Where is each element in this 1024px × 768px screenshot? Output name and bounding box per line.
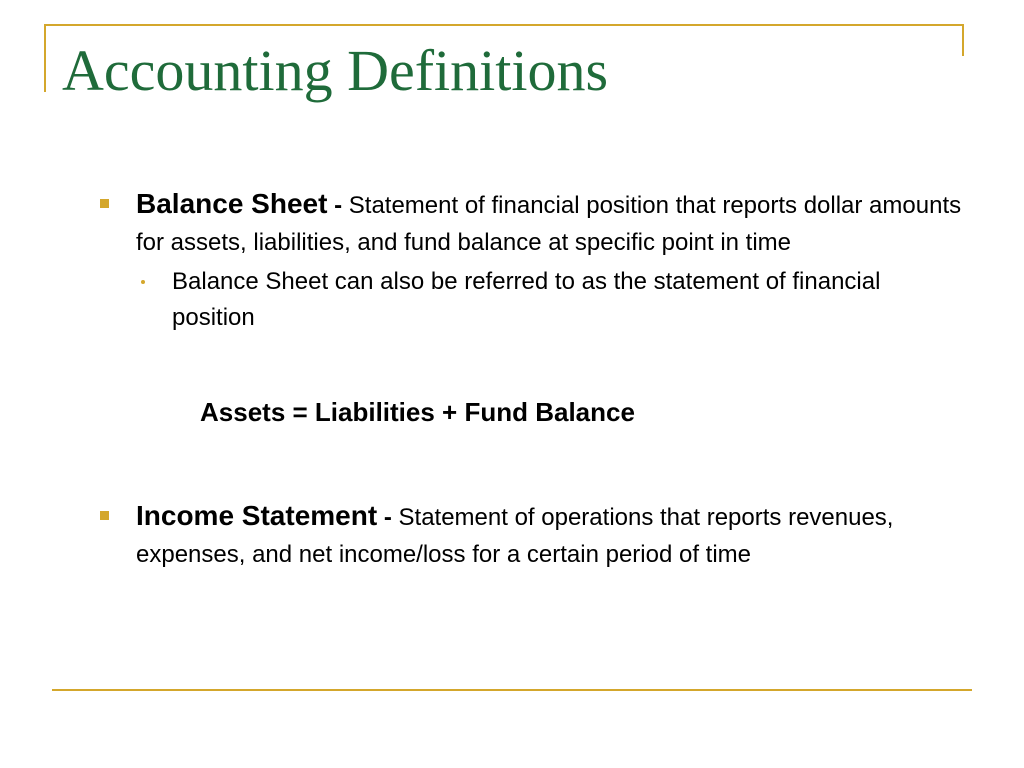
- bullet-balance-sheet: [96, 185, 976, 261]
- footer-line: [52, 689, 972, 691]
- sub-bullet-balance-sheet: [96, 264, 942, 336]
- frame-left-line: [44, 24, 46, 92]
- frame-right-line: [962, 24, 964, 56]
- term-income-statement: Income Statement: [136, 500, 378, 531]
- dot-bullet-icon: [141, 280, 145, 284]
- frame-top-line: [44, 24, 964, 26]
- slide-content: [96, 185, 976, 573]
- sub-bullet-text: Balance Sheet can also be referred to as the statement of financial position: [172, 268, 881, 331]
- slide-title: Accounting Definitions: [62, 38, 609, 103]
- term-separator: -: [334, 192, 343, 219]
- square-bullet-icon: [100, 511, 109, 520]
- accounting-equation: Assets = Liabilities + Fund Balance: [200, 397, 635, 427]
- definition-balance-sheet: Statement of financial position that reports dollar amounts for assets, liabilities, and fund balance at specific point in time: [136, 192, 962, 256]
- square-bullet-icon: [100, 199, 109, 208]
- term-balance-sheet: Balance Sheet: [136, 188, 328, 219]
- term-separator: -: [383, 504, 392, 531]
- bullet-income-statement: [96, 497, 976, 573]
- definition-income-statement: Statement of operations that reports revenues, expenses, and net income/loss for a certain period of time: [136, 504, 894, 568]
